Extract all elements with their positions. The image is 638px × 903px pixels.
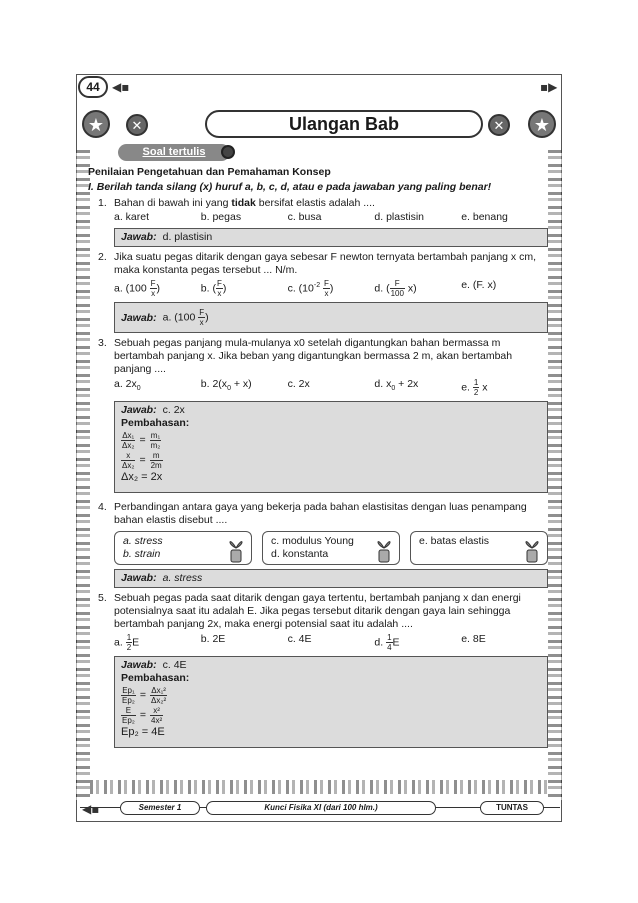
result: Ep₂ = 4E bbox=[121, 726, 165, 739]
denominator: 4x² bbox=[151, 716, 163, 726]
answer-text: c. 2x bbox=[162, 404, 185, 417]
option-prefix: a. bbox=[114, 636, 123, 649]
option-b[interactable]: b. strain bbox=[123, 548, 161, 561]
option-card-ab bbox=[114, 531, 252, 565]
arrow-left-icon: ◀▪ bbox=[112, 80, 130, 94]
question-text: Sebuah pegas pada saat ditarik dengan gaya tertentu, bertambah panjang x dan energi potensialnya saat itu adalah E. Jika pegas tersebut ditarik dengan gaya lain sehingga bertambah panjang 2x, maka energi potensial saat itu adalah .... bbox=[114, 592, 521, 631]
answer-box-4 bbox=[114, 569, 548, 588]
numerator: F bbox=[150, 279, 156, 288]
answer-label: Jawab: bbox=[121, 311, 157, 324]
option-card-cd bbox=[262, 531, 400, 565]
fraction bbox=[121, 451, 135, 470]
option-c[interactable]: c. busa bbox=[287, 211, 322, 223]
denominator: 2 bbox=[473, 388, 479, 398]
option-prefix: d. bbox=[374, 636, 384, 649]
option-cards bbox=[114, 531, 548, 565]
equation-1 bbox=[121, 431, 541, 450]
denominator: 100 bbox=[390, 289, 404, 298]
equals-sign: = bbox=[139, 454, 146, 467]
numerator: F bbox=[216, 279, 222, 288]
chapter-test-title: Ulangan Bab bbox=[205, 110, 483, 138]
denominator: Ep₂ bbox=[122, 716, 135, 726]
paren: ) bbox=[205, 311, 209, 324]
question-5 bbox=[88, 592, 548, 652]
denominator: x bbox=[199, 318, 204, 328]
question-3 bbox=[88, 337, 548, 397]
question-text: Jika suatu pegas ditarik dengan gaya sebesar F newton ternyata bertambah panjang x cm, maka konstanta pegas tersebut ... N/m. bbox=[114, 251, 537, 276]
result: Δx₂ = 2x bbox=[121, 471, 163, 484]
text-part: bersifat elastis adalah .... bbox=[255, 197, 375, 209]
close-icon-right: ✕ bbox=[488, 114, 510, 136]
option-prefix: b. 2(x bbox=[200, 378, 228, 391]
numerator: Δx₁ bbox=[122, 431, 135, 441]
denominator: x bbox=[217, 289, 222, 298]
option-d[interactable] bbox=[374, 378, 461, 397]
denominator: Δx₂² bbox=[151, 696, 167, 706]
subscript: 0 bbox=[136, 385, 141, 393]
page-footer bbox=[80, 800, 560, 818]
options bbox=[114, 378, 548, 397]
denominator: 4 bbox=[387, 643, 392, 653]
question-number: 3. bbox=[98, 337, 107, 350]
answer-text: c. 4E bbox=[162, 659, 187, 672]
star-icon-left: ★ bbox=[82, 110, 110, 138]
fraction bbox=[150, 451, 163, 470]
option-tail: E bbox=[132, 636, 140, 649]
tuntas-label: TUNTAS bbox=[480, 801, 544, 815]
answer-label: Jawab: bbox=[121, 404, 157, 417]
arrow-left-icon: ◀▪ bbox=[82, 802, 100, 816]
option-a[interactable] bbox=[114, 633, 201, 652]
answer-box-2 bbox=[114, 302, 548, 333]
fraction bbox=[390, 279, 405, 298]
denominator: 2m bbox=[150, 461, 162, 471]
option-d[interactable] bbox=[374, 279, 461, 298]
paren: ) bbox=[156, 282, 161, 295]
equals-sign: = bbox=[139, 689, 147, 702]
option-a[interactable] bbox=[114, 378, 201, 397]
option-e[interactable]: e. (F. x) bbox=[461, 279, 497, 291]
fraction bbox=[473, 378, 479, 397]
numerator: m bbox=[150, 451, 163, 461]
option-prefix: d. x bbox=[374, 378, 392, 391]
denominator: Ep₂ bbox=[122, 696, 135, 706]
plant-icon bbox=[521, 534, 543, 564]
option-c[interactable]: c. modulus Young bbox=[271, 535, 354, 548]
equation-1 bbox=[121, 686, 541, 705]
option-e[interactable]: e. 8E bbox=[461, 633, 486, 646]
option-a[interactable]: a. stress bbox=[123, 535, 163, 548]
denominator: 2 bbox=[126, 643, 132, 653]
plant-icon bbox=[373, 534, 395, 564]
option-d[interactable] bbox=[374, 633, 461, 652]
option-tail: + x) bbox=[230, 378, 252, 391]
numerator: E bbox=[121, 706, 136, 716]
star-icon-right: ★ bbox=[528, 110, 556, 138]
fraction bbox=[150, 431, 162, 450]
option-prefix: d. ( bbox=[374, 282, 390, 295]
fraction bbox=[121, 706, 136, 725]
option-c[interactable]: c. 4E bbox=[287, 633, 312, 646]
numerator: x² bbox=[150, 706, 163, 716]
denominator: x bbox=[151, 289, 156, 298]
subscript: 0 bbox=[227, 385, 231, 393]
answer-text: d. plastisin bbox=[162, 231, 213, 243]
option-e[interactable] bbox=[461, 378, 548, 397]
numerator: m₁ bbox=[150, 431, 161, 441]
decorative-border-bottom-strip bbox=[90, 780, 548, 794]
bullet-icon bbox=[221, 145, 235, 159]
numerator: F bbox=[324, 279, 329, 289]
option-b[interactable]: b. 2E bbox=[200, 633, 226, 646]
equation-2 bbox=[121, 451, 541, 470]
numerator: 1 bbox=[473, 378, 479, 388]
explanation-label: Pembahasan: bbox=[121, 672, 190, 685]
answer-key-label: Kunci Fisika XI (dari 100 hlm.) bbox=[206, 801, 436, 815]
question-number: 1. bbox=[98, 197, 107, 209]
numerator: 1 bbox=[387, 633, 392, 643]
option-b[interactable]: b. pegas bbox=[200, 211, 242, 223]
semester-label: Semester 1 bbox=[120, 801, 200, 815]
decorative-border-right-strip bbox=[548, 150, 562, 800]
options bbox=[114, 211, 548, 224]
numerator: F bbox=[390, 279, 405, 289]
fraction bbox=[150, 706, 163, 725]
option-e[interactable]: e. benang bbox=[461, 211, 508, 223]
page-number: 44 bbox=[78, 76, 108, 98]
text-part: Bahan di bawah ini yang bbox=[114, 197, 232, 209]
numerator: 1 bbox=[126, 633, 132, 643]
question-text bbox=[114, 197, 548, 210]
question-number: 5. bbox=[98, 592, 107, 605]
answer-label: Jawab: bbox=[121, 231, 157, 243]
equals-sign: = bbox=[139, 709, 147, 722]
option-card-e bbox=[410, 531, 548, 565]
numerator: Δx₁² bbox=[151, 686, 166, 696]
close-icon-left: ✕ bbox=[126, 114, 148, 136]
option-b[interactable] bbox=[201, 279, 288, 298]
option-prefix: e. bbox=[461, 381, 470, 394]
question-number: 4. bbox=[98, 501, 107, 514]
section-title: Penilaian Pengetahuan dan Pemahaman Konsep bbox=[88, 166, 331, 178]
fraction bbox=[150, 686, 167, 705]
question-content bbox=[88, 166, 548, 752]
option-prefix: b. ( bbox=[200, 282, 216, 295]
answer-box-5 bbox=[114, 656, 548, 748]
option-prefix: c. (10 bbox=[287, 282, 314, 295]
denominator: m₂ bbox=[150, 441, 161, 451]
option-tail: + 2x bbox=[395, 378, 419, 391]
option-prefix: a. 2x bbox=[114, 378, 137, 391]
option-a[interactable] bbox=[114, 279, 201, 298]
option-c[interactable]: c. 2x bbox=[287, 378, 310, 391]
plant-icon bbox=[225, 534, 247, 564]
answer-box-3 bbox=[114, 401, 548, 493]
denominator: Δx₂ bbox=[122, 461, 135, 471]
option-b[interactable] bbox=[201, 378, 288, 397]
answer-box-1 bbox=[114, 228, 548, 247]
arrow-right-icon: ▪▶ bbox=[540, 80, 558, 94]
question-4 bbox=[88, 501, 548, 527]
paren: ) bbox=[329, 282, 334, 295]
question-text: Sebuah pegas panjang mula-mulanya x0 setelah digantungkan bahan bermassa m bertambah panjang x. Jika beban yang digantungkan bermassa 2 m, akan bertambah panjang .... bbox=[114, 337, 513, 376]
question-text: Perbandingan antara gaya yang bekerja pada bahan elastisitas dengan luas penampang bahan elastis disebut .... bbox=[114, 501, 527, 527]
denominator: Δx₂ bbox=[122, 441, 135, 451]
option-tail: x) bbox=[407, 282, 417, 295]
text-emphasis: tidak bbox=[231, 197, 256, 209]
option-a[interactable]: a. karet bbox=[114, 211, 150, 223]
paren: ) bbox=[222, 282, 227, 295]
options bbox=[114, 633, 548, 652]
question-1 bbox=[88, 197, 548, 224]
option-c[interactable] bbox=[288, 279, 375, 298]
answer-text: a. (100 bbox=[162, 311, 196, 324]
instruction: I. Berilah tanda silang (x) huruf a, b, c, d, atau e pada jawaban yang paling benar! bbox=[88, 181, 492, 193]
equation-2 bbox=[121, 706, 541, 725]
answer-label: Jawab: bbox=[121, 659, 157, 672]
fraction bbox=[121, 431, 135, 450]
denominator: x bbox=[324, 289, 329, 299]
option-d[interactable]: d. plastisin bbox=[374, 211, 424, 223]
equals-sign: = bbox=[139, 434, 146, 447]
written-test-label: Soal tertulis bbox=[118, 144, 230, 161]
option-d[interactable]: d. konstanta bbox=[271, 548, 329, 561]
exponent: -2 bbox=[313, 282, 321, 289]
fraction bbox=[150, 279, 157, 298]
fraction bbox=[216, 279, 223, 298]
numerator: Ep₁ bbox=[122, 686, 135, 696]
answer-text: a. stress bbox=[162, 572, 203, 585]
option-tail: x bbox=[482, 381, 488, 394]
options bbox=[114, 279, 548, 298]
answer-label: Jawab: bbox=[121, 572, 157, 585]
subscript: 0 bbox=[391, 385, 396, 393]
question-2 bbox=[88, 251, 548, 298]
question-number: 2. bbox=[98, 251, 107, 263]
fraction bbox=[121, 686, 136, 705]
option-e[interactable]: e. batas elastis bbox=[419, 535, 490, 548]
option-prefix: a. (100 bbox=[114, 282, 147, 295]
option-tail: E bbox=[392, 636, 400, 649]
fraction bbox=[323, 279, 330, 298]
explanation-label: Pembahasan: bbox=[121, 417, 190, 430]
numerator: F bbox=[199, 308, 205, 318]
numerator: x bbox=[121, 451, 135, 461]
